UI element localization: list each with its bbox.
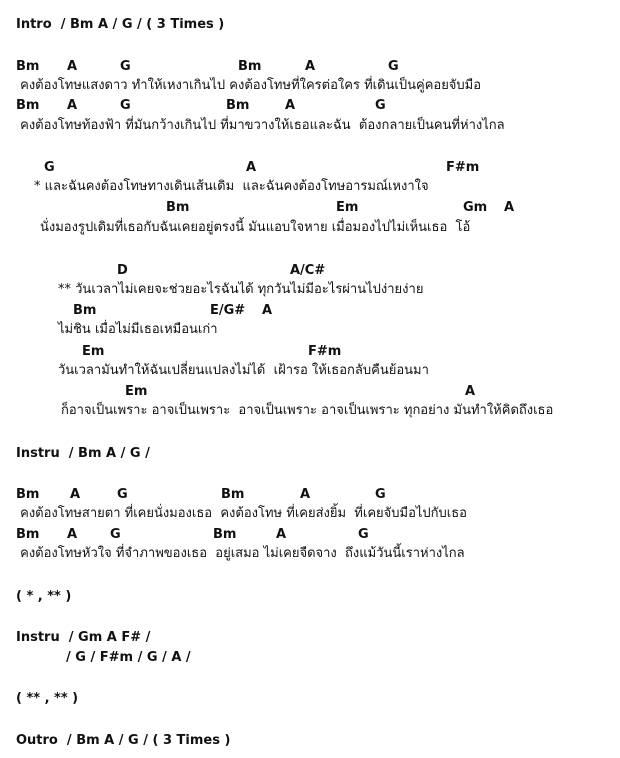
chord: Em	[82, 344, 105, 359]
chord: G	[110, 527, 121, 542]
chord: Em	[125, 384, 148, 399]
chord: Bm	[16, 98, 40, 113]
chord: A/C#	[290, 263, 326, 278]
chord: Bm	[16, 487, 40, 502]
lyric-line: ** วันเวลาไม่เคยจะช่วยอะไรฉันได้ ทุกวันไม่มีอะไรผ่านไปง่ายง่าย	[58, 282, 424, 297]
instrumental-line: / G / F#m / G / A /	[66, 650, 191, 665]
chord: D	[117, 263, 128, 278]
chord: A	[246, 160, 257, 175]
chord: G	[388, 59, 399, 74]
chord: Bm	[213, 527, 237, 542]
lyric-line: นั่งมองรูปเดิมที่เธอกับฉันเคยอยู่ตรงนี้ มันแอบใจหาย เมื่อมองไปไม่เห็นเธอ โอ้	[40, 220, 471, 235]
chord: A	[67, 59, 78, 74]
chord: Em	[336, 200, 359, 215]
chord: G	[358, 527, 369, 542]
instrumental-line: Instru / Bm A / G /	[16, 446, 150, 461]
chord: F#m	[308, 344, 342, 359]
chord: Bm	[16, 59, 40, 74]
chord: G	[120, 98, 131, 113]
chord: A	[465, 384, 476, 399]
chord: A	[70, 487, 81, 502]
chord: A	[300, 487, 311, 502]
lyric-line: คงต้องโทษแสงดาว ทำให้เหงาเกินไป คงต้องโทษที่ใครต่อใคร ที่เดินเป็นคู่คอยจับมือ	[16, 78, 482, 93]
chord: A	[276, 527, 287, 542]
chord: Bm	[221, 487, 245, 502]
chord: F#m	[446, 160, 480, 175]
instrumental-line: Instru / Gm A F# /	[16, 630, 151, 645]
chord: A	[305, 59, 316, 74]
outro-line: Outro / Bm A / G / ( 3 Times )	[16, 733, 231, 748]
chord: A	[67, 527, 78, 542]
chord: Bm	[16, 527, 40, 542]
chord: Bm	[226, 98, 250, 113]
chord: A	[262, 303, 273, 318]
chord: G	[120, 59, 131, 74]
lyric-line: ไม่ชิน เมื่อไม่มีเธอเหมือนเก่า	[58, 322, 218, 337]
chord: E/G#	[210, 303, 246, 318]
chord: Bm	[73, 303, 97, 318]
lyric-line: ก็อาจเป็นเพราะ อาจเป็นเพราะ อาจเป็นเพราะ อาจเป็นเพราะ ทุกอย่าง มันทำให้คิดถึงเธอ	[61, 403, 554, 418]
chord: Bm	[238, 59, 262, 74]
lyric-line: วันเวลามันทำให้ฉันเปลี่ยนแปลงไม่ได้ เฝ้ารอ ให้เธอกลับคืนย้อนมา	[58, 363, 429, 378]
lyric-line: คงต้องโทษหัวใจ ที่จำภาพของเธอ อยู่เสมอ ไม่เคยจืดจาง ถึงแม้วันนี้เราห่างไกล	[16, 546, 465, 561]
chord: Gm	[463, 200, 488, 215]
chord: G	[375, 98, 386, 113]
lyric-line: * และฉันคงต้องโทษทางเดินเส้นเดิม และฉันคงต้องโทษอารมณ์เหงาใจ	[34, 179, 429, 194]
chord: Bm	[166, 200, 190, 215]
lyric-line: คงต้องโทษสายตา ที่เคยนั่งมองเธอ คงต้องโทษ ที่เคยส่งยิ้ม ที่เคยจับมือไปกับเธอ	[16, 506, 467, 521]
chord: A	[504, 200, 515, 215]
chord: G	[44, 160, 55, 175]
chord: G	[375, 487, 386, 502]
chord: A	[67, 98, 78, 113]
intro-line: Intro / Bm A / G / ( 3 Times )	[16, 17, 225, 32]
lyric-line: คงต้องโทษท้องฟ้า ที่มันกว้างเกินไป ที่มาขวางให้เธอและฉัน ต้องกลายเป็นคนที่ห่างไกล	[16, 118, 505, 133]
repeat-marker: ( * , ** )	[16, 589, 72, 604]
chord: G	[117, 487, 128, 502]
chord: A	[285, 98, 296, 113]
repeat-marker: ( ** , ** )	[16, 691, 79, 706]
